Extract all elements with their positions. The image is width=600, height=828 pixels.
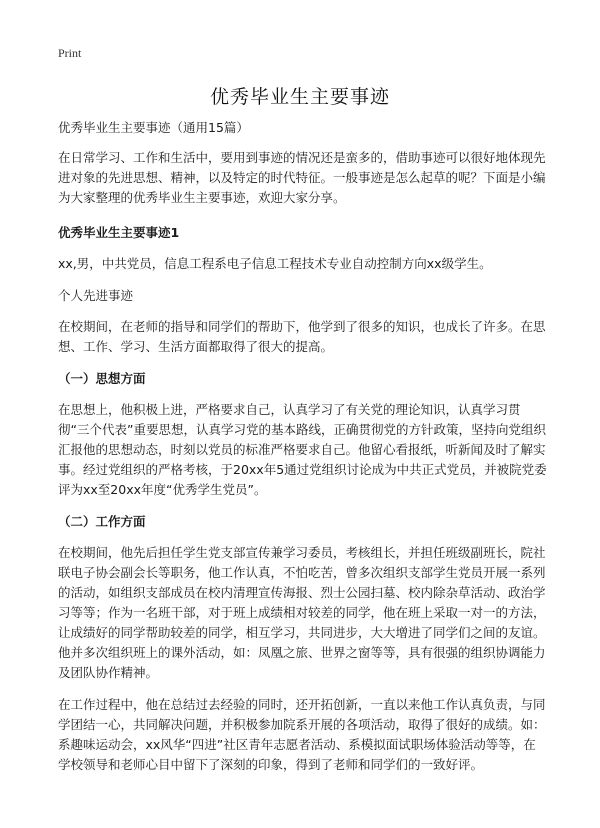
subsection-heading-work: （二）工作方面 bbox=[58, 514, 146, 529]
section-heading: 优秀毕业生主要事迹1 bbox=[58, 225, 180, 240]
work-paragraph-2: 在工作过程中，他在总结过去经验的同时，还开拓创新，一直以来他工作认真负责，与同学团结一心，共同解决问题，并积极参加院系开展的各项活动，取得了很好的成绩。如：系趣味运动会，xx风华“四进”社区青年志愿者活动、系模拟面试职场体验活动等等，在学校领导和老师心目中留下了深刻的印象，得到了老师和同学们的一致好评。 bbox=[58, 697, 546, 772]
summary-paragraph: 在校期间，在老师的指导和同学们的帮助下，他学到了很多的知识，也成长了许多。在思想、工作、学习、生活方面都取得了很大的提高。 bbox=[58, 319, 546, 354]
bio-paragraph: xx,男，中共党员，信息工程系电子信息工程技术专业自动控制方向xx级学生。 bbox=[58, 256, 492, 271]
print-link[interactable]: Print bbox=[58, 46, 82, 60]
intro-paragraph: 在日常学习、工作和生活中，要用到事迹的情况还是蛮多的，借助事迹可以很好地体现先进对象的先进思想、精神，以及特定的时代特征。一般事迹是怎么起草的呢？下面是小编为大家整理的优秀毕业生主要事迹，欢迎大家分享。 bbox=[58, 150, 546, 205]
subsection-heading-ideology: （一）思想方面 bbox=[58, 371, 146, 386]
article-body bbox=[58, 118, 548, 787]
work-paragraph-1: 在校期间，他先后担任学生党支部宣传兼学习委员，考核组长，并担任班级副班长，院社联电子协会副会长等职务，他工作认真，不怕吃苦，曾多次组织支部学生党员开展一系列的活动，如组织支部成员在校内清理宣传海报、烈士公园扫墓、校内除杂草活动、政治学习等等；作为一名班干部，对于班上成绩相对较差的同学，他在班上采取一对一的方法，让成绩好的同学帮助较差的同学，相互学习，共同进步，大大增进了同学们之间的友谊。他并多次组织班上的课外活动，如：凤凰之旅、世界之窗等等，具有很强的组织协调能力及团队协作精神。 bbox=[58, 545, 546, 680]
page-title: 优秀毕业生主要事迹 bbox=[209, 86, 390, 108]
ideology-paragraph: 在思想上，他积极上进，严格要求自己，认真学习了有关党的理论知识，认真学习贯彻“三个代表”重要思想，认真学习党的基本路线，正确贯彻党的方针政策，坚持向党组织汇报他的思想动态，时刻以党员的标准严格要求自己。他留心看报纸，听新闻及时了解实事。经过党组织的严格考核，于20xx年5通过党组织讨论成为中共正式党员，并被院党委评为xx至20xx年度“优秀学生党员”。 bbox=[58, 402, 547, 497]
article-subtitle: 优秀毕业生主要事迹（通用15篇） bbox=[58, 120, 249, 135]
section-label: 个人先进事迹 bbox=[58, 288, 134, 303]
